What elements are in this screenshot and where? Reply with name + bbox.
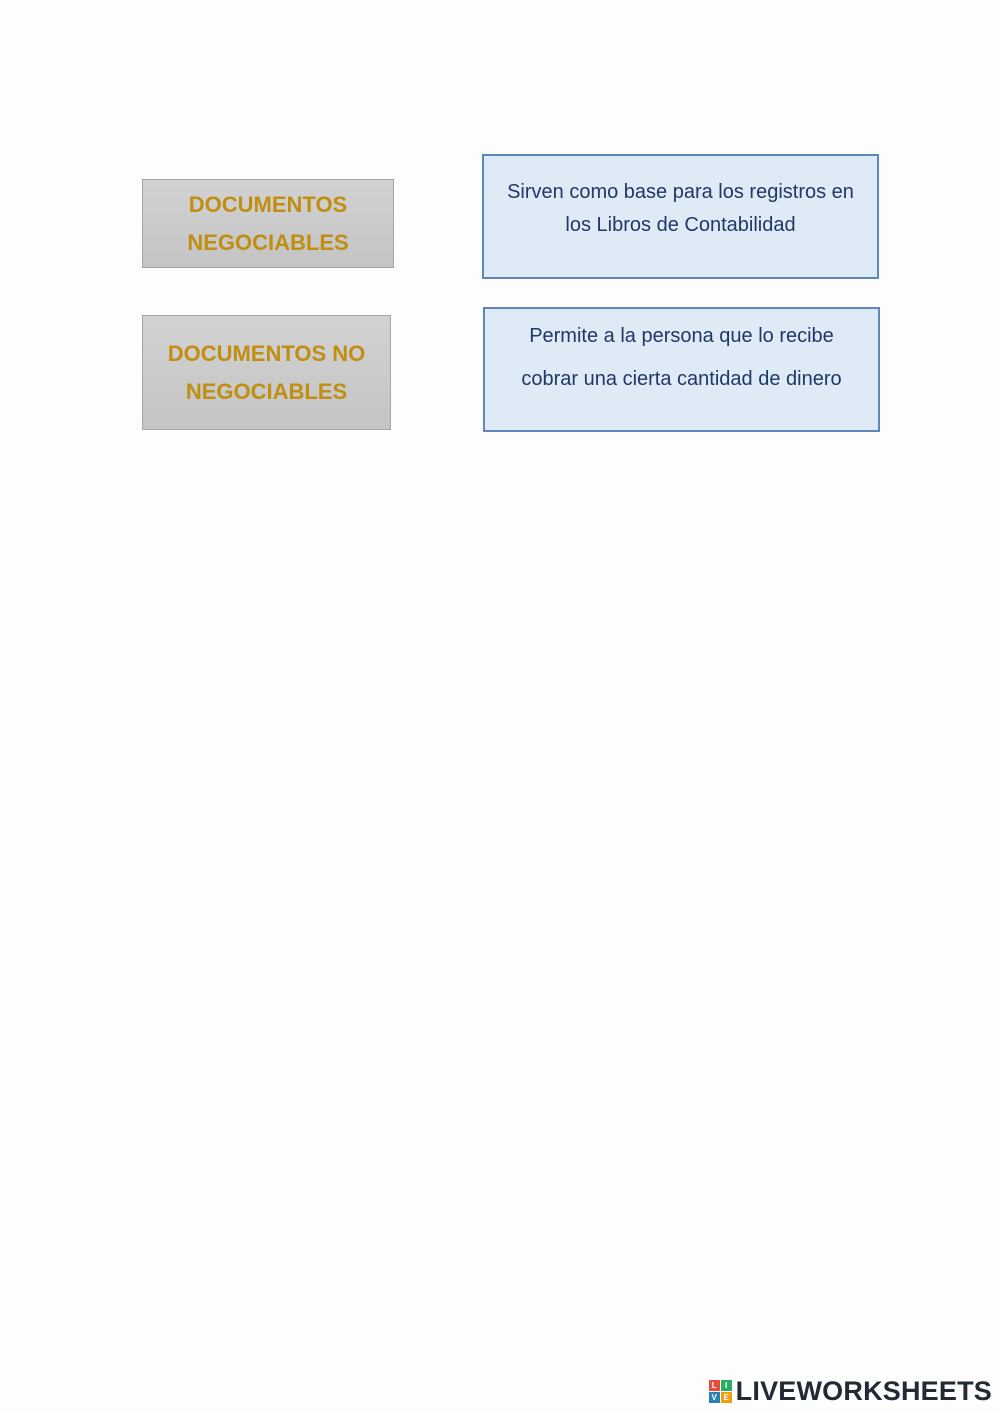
logo-letter: L bbox=[709, 1380, 720, 1391]
definition-line: Permite a la persona que lo recibe bbox=[529, 325, 834, 347]
liveworksheets-brand bbox=[709, 1376, 992, 1407]
definition-line: cobrar una cierta cantidad de dinero bbox=[521, 368, 842, 390]
term-line: DOCUMENTOS NO bbox=[167, 340, 366, 366]
logo-letter: I bbox=[721, 1380, 732, 1391]
term-box-documentos-negociables[interactable] bbox=[142, 179, 394, 268]
definition-box-registros[interactable] bbox=[482, 154, 879, 279]
definition-box-cobrar[interactable] bbox=[483, 307, 880, 432]
brand-name: LIVEWORKSHEETS bbox=[735, 1376, 992, 1406]
term-line: NEGOCIABLES bbox=[185, 378, 348, 404]
definition-line: Sirven como base para los registros en bbox=[507, 181, 854, 203]
liveworksheets-logo-icon bbox=[709, 1380, 732, 1403]
term-text bbox=[187, 186, 348, 262]
term-line: DOCUMENTOS bbox=[188, 191, 348, 217]
term-text bbox=[168, 335, 366, 411]
definition-line: los Libros de Contabilidad bbox=[565, 214, 796, 236]
logo-letter: V bbox=[709, 1392, 720, 1403]
term-line: NEGOCIABLES bbox=[187, 229, 349, 255]
term-box-documentos-no-negociables[interactable] bbox=[142, 315, 391, 430]
logo-letter: E bbox=[721, 1392, 732, 1403]
